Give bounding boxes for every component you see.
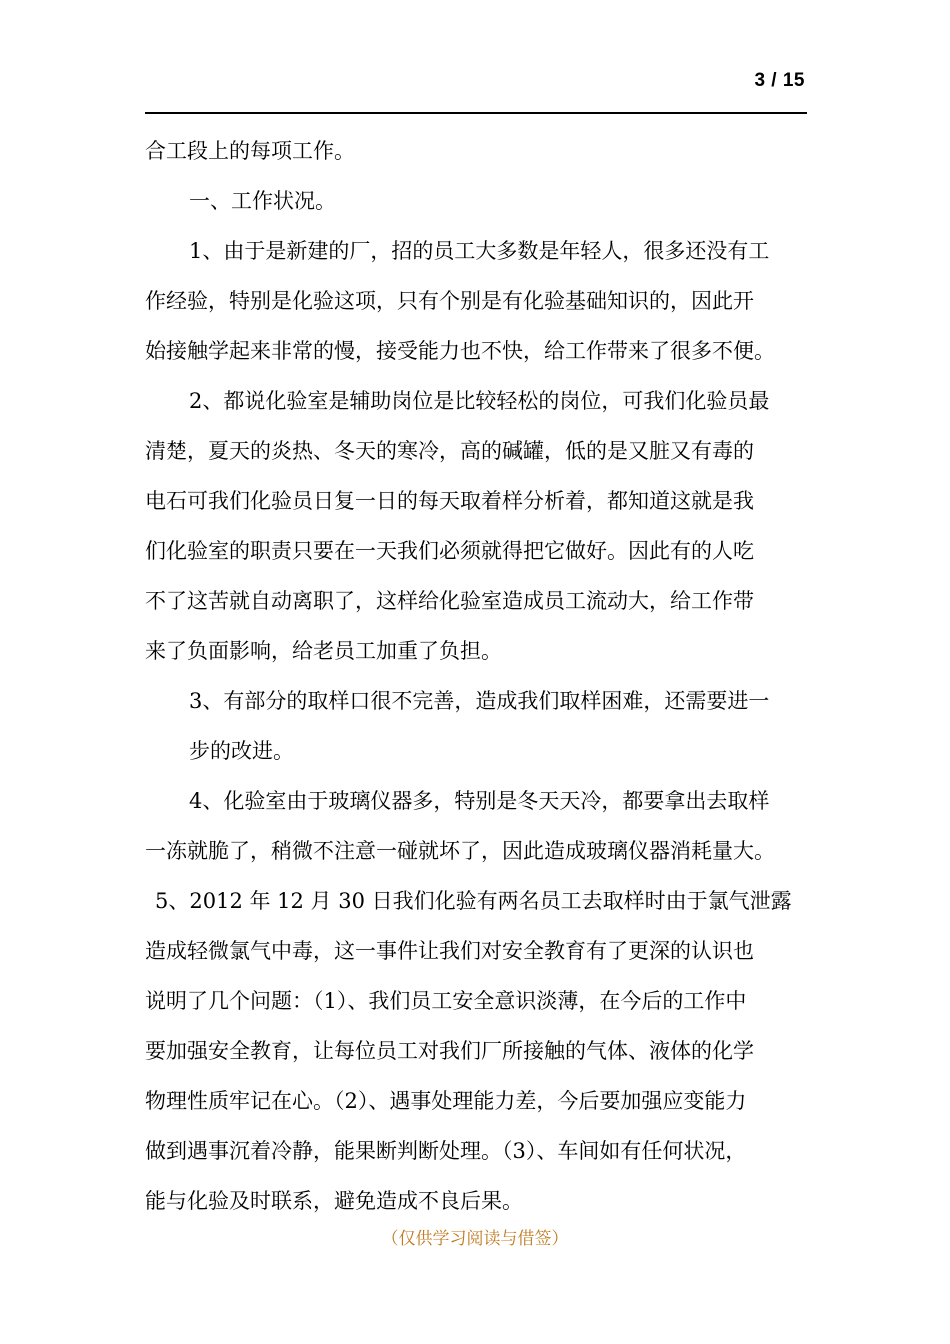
page-number: 3 / 15 bbox=[754, 70, 805, 91]
text-line: 不了这苦就自动离职了，这样给化验室造成员工流动大，给工作带 bbox=[145, 589, 754, 613]
text-line: 合工段上的每项工作。 bbox=[145, 139, 355, 163]
text-line: 来了负面影响，给老员工加重了负担。 bbox=[145, 639, 502, 663]
section-heading: 一、工作状况。 bbox=[189, 189, 336, 213]
text-line: 做到遇事沉着冷静，能果断判断处理。（3）、车间如有任何状况， bbox=[145, 1139, 747, 1163]
text-line: 能与化验及时联系，避免造成不良后果。 bbox=[145, 1189, 523, 1213]
text-line: 始接触学起来非常的慢，接受能力也不快，给工作带来了很多不便。 bbox=[145, 339, 775, 363]
text-line: 5、2012 年 12 月 30 日我们化验有两名员工去取样时由于氯气泄露 bbox=[155, 889, 792, 913]
text-line: 清楚，夏天的炎热、冬天的寒冷，高的碱罐，低的是又脏又有毒的 bbox=[145, 439, 754, 463]
document-body bbox=[145, 126, 810, 1226]
text-line: 步的改进。 bbox=[189, 739, 294, 763]
footer-disclaimer: （仅供学习阅读与借签） bbox=[381, 1229, 569, 1249]
text-line: 2、都说化验室是辅助岗位是比较轻松的岗位，可我们化验员最 bbox=[189, 389, 770, 413]
text-line: 物理性质牢记在心。（2）、遇事处理能力差，今后要加强应变能力 bbox=[145, 1089, 747, 1113]
text-line: 要加强安全教育，让每位员工对我们厂所接触的气体、液体的化学 bbox=[145, 1039, 754, 1063]
text-line: 们化验室的职责只要在一天我们必须就得把它做好。因此有的人吃 bbox=[145, 539, 754, 563]
text-line: 4、化验室由于玻璃仪器多，特别是冬天天冷，都要拿出去取样 bbox=[189, 789, 770, 813]
text-line: 1、由于是新建的厂，招的员工大多数是年轻人，很多还没有工 bbox=[189, 239, 770, 263]
text-line: 电石可我们化验员日复一日的每天取着样分析着，都知道这就是我 bbox=[145, 489, 754, 513]
text-line: 说明了几个问题：（1）、我们员工安全意识淡薄，在今后的工作中 bbox=[145, 989, 747, 1013]
text-line: 3、有部分的取样口很不完善，造成我们取样困难，还需要进一 bbox=[189, 689, 770, 713]
header-divider bbox=[145, 112, 807, 114]
text-line: 造成轻微氯气中毒，这一事件让我们对安全教育有了更深的认识也 bbox=[145, 939, 754, 963]
text-line: 一冻就脆了，稍微不注意一碰就坏了，因此造成玻璃仪器消耗量大。 bbox=[145, 839, 775, 863]
text-line: 作经验，特别是化验这项，只有个别是有化验基础知识的，因此开 bbox=[145, 289, 754, 313]
